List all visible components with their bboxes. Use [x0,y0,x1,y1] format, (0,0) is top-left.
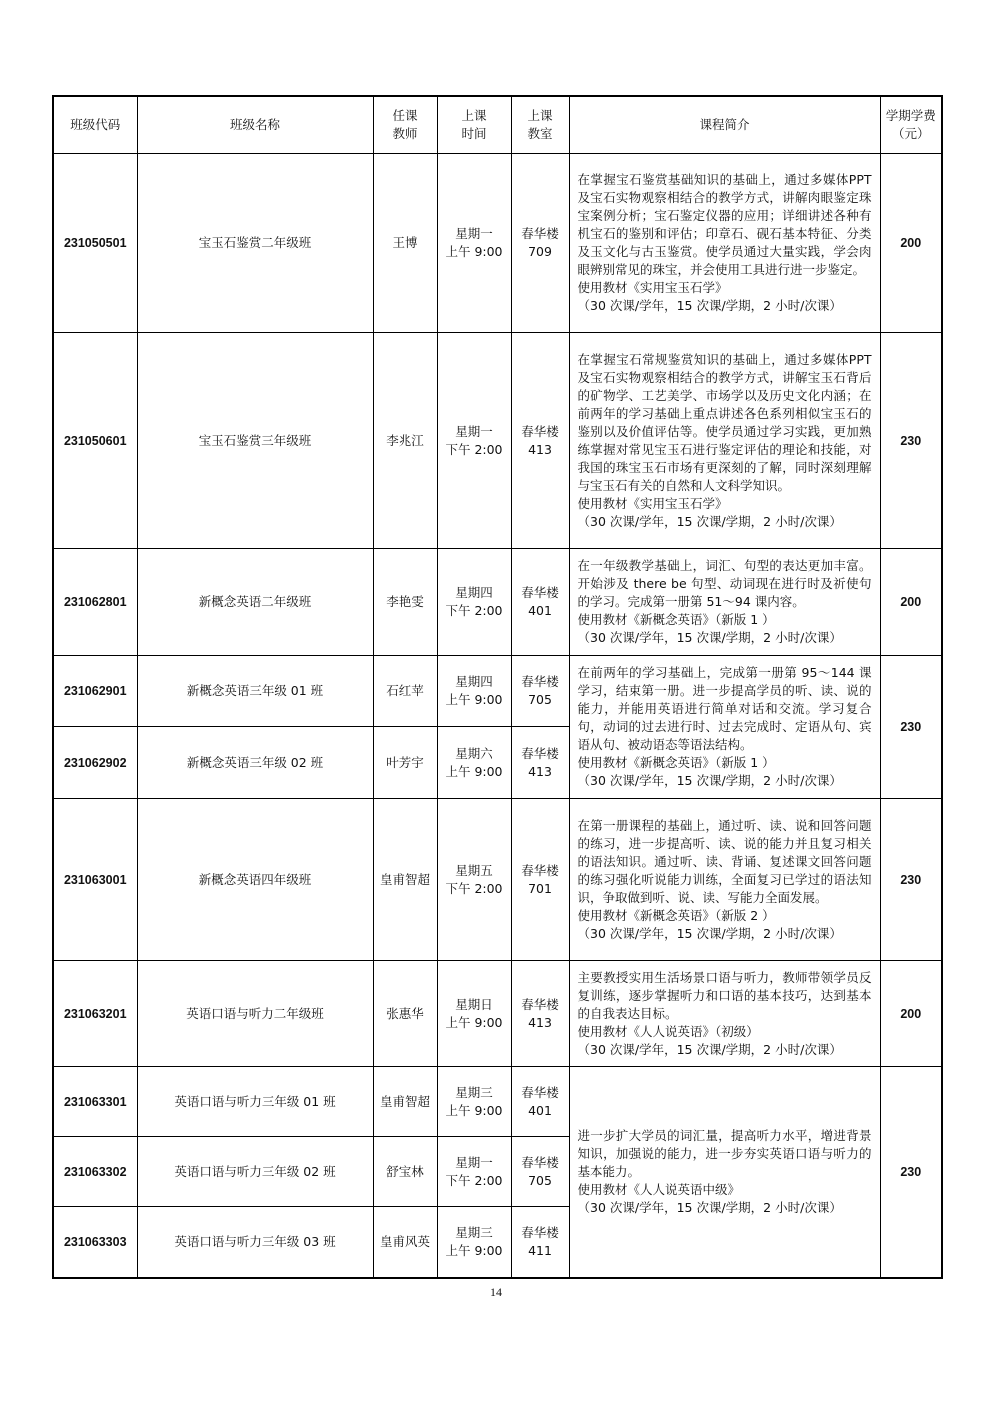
class-code: 231063001 [53,799,137,961]
description-text: 在掌握宝石常规鉴赏知识的基础上，通过多媒体PPT及宝石实物观察相结合的教学方式，讲解宝玉石背后的矿物学、工艺美学、市场学以及历史文化内涵；在前两年的学习基础上重点讲述各色系列相似宝玉石的鉴别以及价值评估等。使学员通过学习实践，更加熟练掌握对常见宝玉石进行鉴定评估的理论和技能，对我国的珠宝玉石市场有更深刻的了解，同时深刻理解与宝玉石有关的自然和人文科学知识。 [577,351,872,493]
class-day: 星期一 [455,226,493,241]
header-name: 班级名称 [137,96,373,154]
class-day: 星期五 [455,862,493,878]
class-day: 星期三 [455,1084,493,1100]
class-name: 宝玉石鉴赏三年级班 [137,333,373,549]
class-day: 星期四 [455,674,493,689]
schedule-hours-text: （30 次课/学年，15 次课/学期，2 小时/次课） [577,773,842,788]
table-row [53,1067,942,1137]
description-text: 进一步扩大学员的词汇量，提高听力水平，增进背景知识，加强说的能力，进一步夯实英语口语与听力的基本能力。 [577,1127,872,1179]
semester-fee: 230 [880,799,942,961]
class-room [511,727,569,799]
class-hour: 上午 9:00 [445,1014,503,1030]
class-day: 星期日 [455,996,493,1012]
class-time [437,333,511,549]
table-row [53,333,942,549]
table-body [53,154,942,1278]
course-description [569,961,880,1067]
class-day: 星期一 [455,423,493,439]
room-building: 春华楼 [521,226,559,241]
class-hour: 下午 2:00 [445,603,503,618]
class-room [511,961,569,1067]
class-day: 星期四 [455,585,493,600]
course-table [52,95,943,1279]
table-row [53,961,942,1067]
course-description [569,549,880,656]
table-header [53,96,942,154]
class-room [511,656,569,727]
header-desc: 课程简介 [569,96,880,154]
schedule-hours-text: （30 次课/学年，15 次课/学期，2 小时/次课） [577,925,842,941]
semester-fee: 200 [880,154,942,333]
textbook-text: 使用教材《人人说英语》（初级） [577,1023,759,1039]
header-code: 班级代码 [53,96,137,154]
room-number: 709 [528,244,552,259]
course-description [569,333,880,549]
room-number: 413 [528,1014,552,1030]
class-name: 新概念英语二年级班 [137,549,373,656]
teacher-name: 皇甫智超 [373,1067,437,1137]
semester-fee: 230 [880,1067,942,1278]
textbook-text: 使用教材《新概念英语》（新版 1 ） [577,755,775,770]
class-time [437,961,511,1067]
teacher-name: 王博 [373,154,437,333]
textbook-text: 使用教材《实用宝玉石学》 [577,280,728,295]
course-description [569,799,880,961]
header-teacher-line1: 任课 [392,108,418,123]
class-hour: 上午 9:00 [445,692,503,707]
textbook-text: 使用教材《新概念英语》（新版 2 ） [577,907,775,923]
semester-fee: 230 [880,656,942,799]
class-time [437,656,511,727]
class-code: 231063302 [53,1137,137,1207]
class-code: 231062901 [53,656,137,727]
room-number: 401 [528,603,552,618]
class-room [511,154,569,333]
header-teacher-line2: 教师 [392,126,418,141]
class-name: 英语口语与听力三年级 01 班 [137,1067,373,1137]
header-teacher [373,96,437,154]
semester-fee: 200 [880,961,942,1067]
room-building: 春华楼 [521,996,559,1012]
header-time-line1: 上课 [461,108,487,123]
table-row [53,656,942,727]
room-building: 春华楼 [521,862,559,878]
class-name: 新概念英语三年级 02 班 [137,727,373,799]
class-room [511,333,569,549]
schedule-hours-text: （30 次课/学年，15 次课/学期，2 小时/次课） [577,513,842,529]
class-name: 英语口语与听力三年级 02 班 [137,1137,373,1207]
class-code: 231063303 [53,1207,137,1278]
header-room-line1: 上课 [527,108,553,123]
class-hour: 上午 9:00 [445,1242,503,1258]
class-time [437,727,511,799]
course-description [569,154,880,333]
room-building: 春华楼 [521,745,559,761]
class-time [437,799,511,961]
class-time [437,549,511,656]
class-name: 宝玉石鉴赏二年级班 [137,154,373,333]
class-code: 231050601 [53,333,137,549]
description-text: 主要教授实用生活场景口语与听力，教师带领学员反复训练，逐步掌握听力和口语的基本技巧，达到基本的自我表达目标。 [577,969,872,1021]
class-room [511,1137,569,1207]
room-number: 705 [528,1172,552,1188]
teacher-name: 皇甫智超 [373,799,437,961]
teacher-name: 石红苹 [373,656,437,727]
room-building: 春华楼 [521,585,559,600]
schedule-hours-text: （30 次课/学年，15 次课/学期，2 小时/次课） [577,1041,842,1057]
room-number: 413 [528,763,552,779]
class-room [511,1207,569,1278]
class-day: 星期一 [455,1154,493,1170]
class-day: 星期三 [455,1224,493,1240]
room-number: 401 [528,1102,552,1118]
textbook-text: 使用教材《人人说英语中级》 [577,1181,741,1197]
room-building: 春华楼 [521,674,559,689]
class-code: 231063301 [53,1067,137,1137]
teacher-name: 李兆江 [373,333,437,549]
class-code: 231062801 [53,549,137,656]
class-day: 星期六 [455,745,493,761]
class-time [437,1137,511,1207]
teacher-name: 舒宝林 [373,1137,437,1207]
class-name: 新概念英语四年级班 [137,799,373,961]
room-number: 705 [528,692,552,707]
semester-fee: 230 [880,333,942,549]
room-number: 411 [528,1242,552,1258]
room-building: 春华楼 [521,423,559,439]
description-text: 在前两年的学习基础上，完成第一册第 95～144 课学习，结束第一册。进一步提高学员的听、读、说的能力，并能用英语进行简单对话和交流。学习复合句，动词的过去进行时、过去完成时、定语从句、宾语从句、被动语态等语法结构。 [577,665,872,752]
header-fee [880,96,942,154]
course-description [569,656,880,799]
teacher-name: 皇甫风英 [373,1207,437,1278]
class-time [437,154,511,333]
teacher-name: 叶芳宇 [373,727,437,799]
class-hour: 下午 2:00 [445,1172,503,1188]
textbook-text: 使用教材《实用宝玉石学》 [577,495,728,511]
room-building: 春华楼 [521,1224,559,1240]
course-description [569,1067,880,1278]
class-time [437,1067,511,1137]
description-text: 在第一册课程的基础上，通过听、读、说和回答问题的练习，进一步提高听、读、说的能力并且复习相关的语法知识。通过听、读、背诵、复述课文回答问题的练习强化听说能力训练，全面复习已学过的语法知识，争取做到听、说、读、写能力全面发展。 [577,817,872,905]
class-hour: 上午 9:00 [445,244,503,259]
class-name: 英语口语与听力二年级班 [137,961,373,1067]
room-number: 413 [528,441,552,457]
class-room [511,549,569,656]
header-time-line2: 时间 [461,126,487,141]
header-fee-line1: 学期学费 [885,108,936,123]
header-row [53,96,942,154]
description-text: 在掌握宝石鉴赏基础知识的基础上，通过多媒体PPT及宝石实物观察相结合的教学方式，讲解肉眼鉴定珠宝案例分析；宝石鉴定仪器的应用；详细讲述各种有机宝石的鉴别和评估；印章石、砚石基本特征、分类及玉文化与古玉鉴赏。使学员通过大量实践，学会肉眼辨别常见的珠宝，并会使用工具进行进一步鉴定。 [577,172,872,277]
schedule-hours-text: （30 次课/学年，15 次课/学期，2 小时/次课） [577,630,842,645]
page-number: 14 [490,1285,502,1299]
class-room [511,799,569,961]
class-code: 231050501 [53,154,137,333]
table-row [53,799,942,961]
class-hour: 下午 2:00 [445,880,503,896]
schedule-hours-text: （30 次课/学年，15 次课/学期，2 小时/次课） [577,298,842,313]
teacher-name: 张惠华 [373,961,437,1067]
header-room [511,96,569,154]
room-building: 春华楼 [521,1154,559,1170]
header-time [437,96,511,154]
class-room [511,1067,569,1137]
header-room-line2: 教室 [527,126,553,141]
class-name: 英语口语与听力三年级 03 班 [137,1207,373,1278]
room-building: 春华楼 [521,1084,559,1100]
class-code: 231062902 [53,727,137,799]
room-number: 701 [528,880,552,896]
class-hour: 上午 9:00 [445,1102,503,1118]
class-time [437,1207,511,1278]
class-hour: 下午 2:00 [445,441,503,457]
class-name: 新概念英语三年级 01 班 [137,656,373,727]
table-row [53,154,942,333]
header-fee-line2: （元） [891,126,930,141]
textbook-text: 使用教材《新概念英语》（新版 1 ） [577,612,775,627]
class-hour: 上午 9:00 [445,763,503,779]
class-code: 231063201 [53,961,137,1067]
table-row [53,549,942,656]
semester-fee: 200 [880,549,942,656]
schedule-hours-text: （30 次课/学年，15 次课/学期，2 小时/次课） [577,1199,842,1215]
description-text: 在一年级教学基础上，词汇、句型的表达更加丰富。开始涉及 there be 句型、动词现在进行时及祈使句的学习。完成第一册第 51～94 课内容。 [577,558,872,609]
teacher-name: 李艳雯 [373,549,437,656]
